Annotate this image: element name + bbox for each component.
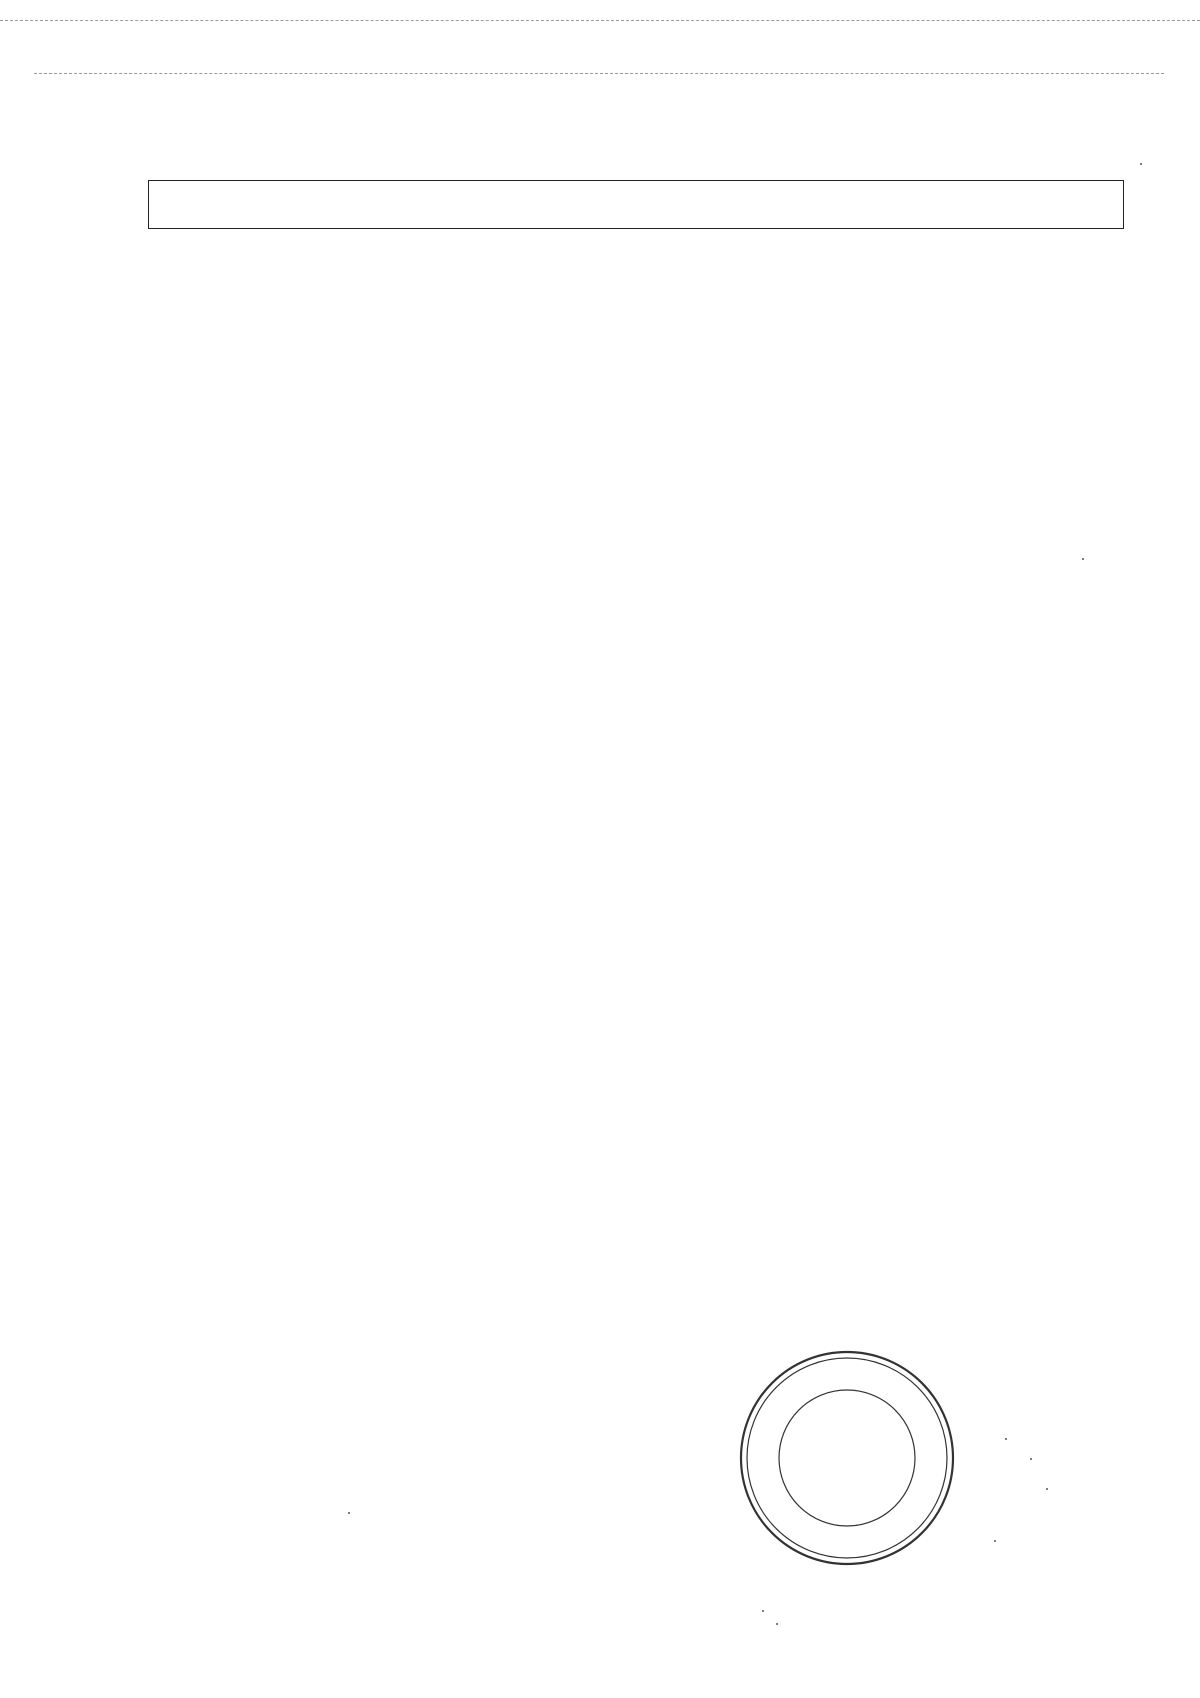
scan-edge-line-second xyxy=(34,73,1164,74)
table-section-header xyxy=(149,181,1124,229)
speck xyxy=(348,1512,350,1514)
speck xyxy=(1005,1438,1007,1440)
section-row xyxy=(149,181,1124,229)
speck xyxy=(994,1540,996,1542)
speck xyxy=(762,1610,764,1612)
speck xyxy=(1030,1458,1032,1460)
seal-stamp xyxy=(737,1348,957,1568)
speck xyxy=(1082,558,1084,560)
tariff-table xyxy=(148,180,1124,229)
speck xyxy=(776,1623,778,1625)
scan-edge-line-top xyxy=(0,20,1200,21)
speck xyxy=(1046,1488,1048,1490)
speck xyxy=(1140,163,1142,165)
section-title xyxy=(149,181,1124,229)
